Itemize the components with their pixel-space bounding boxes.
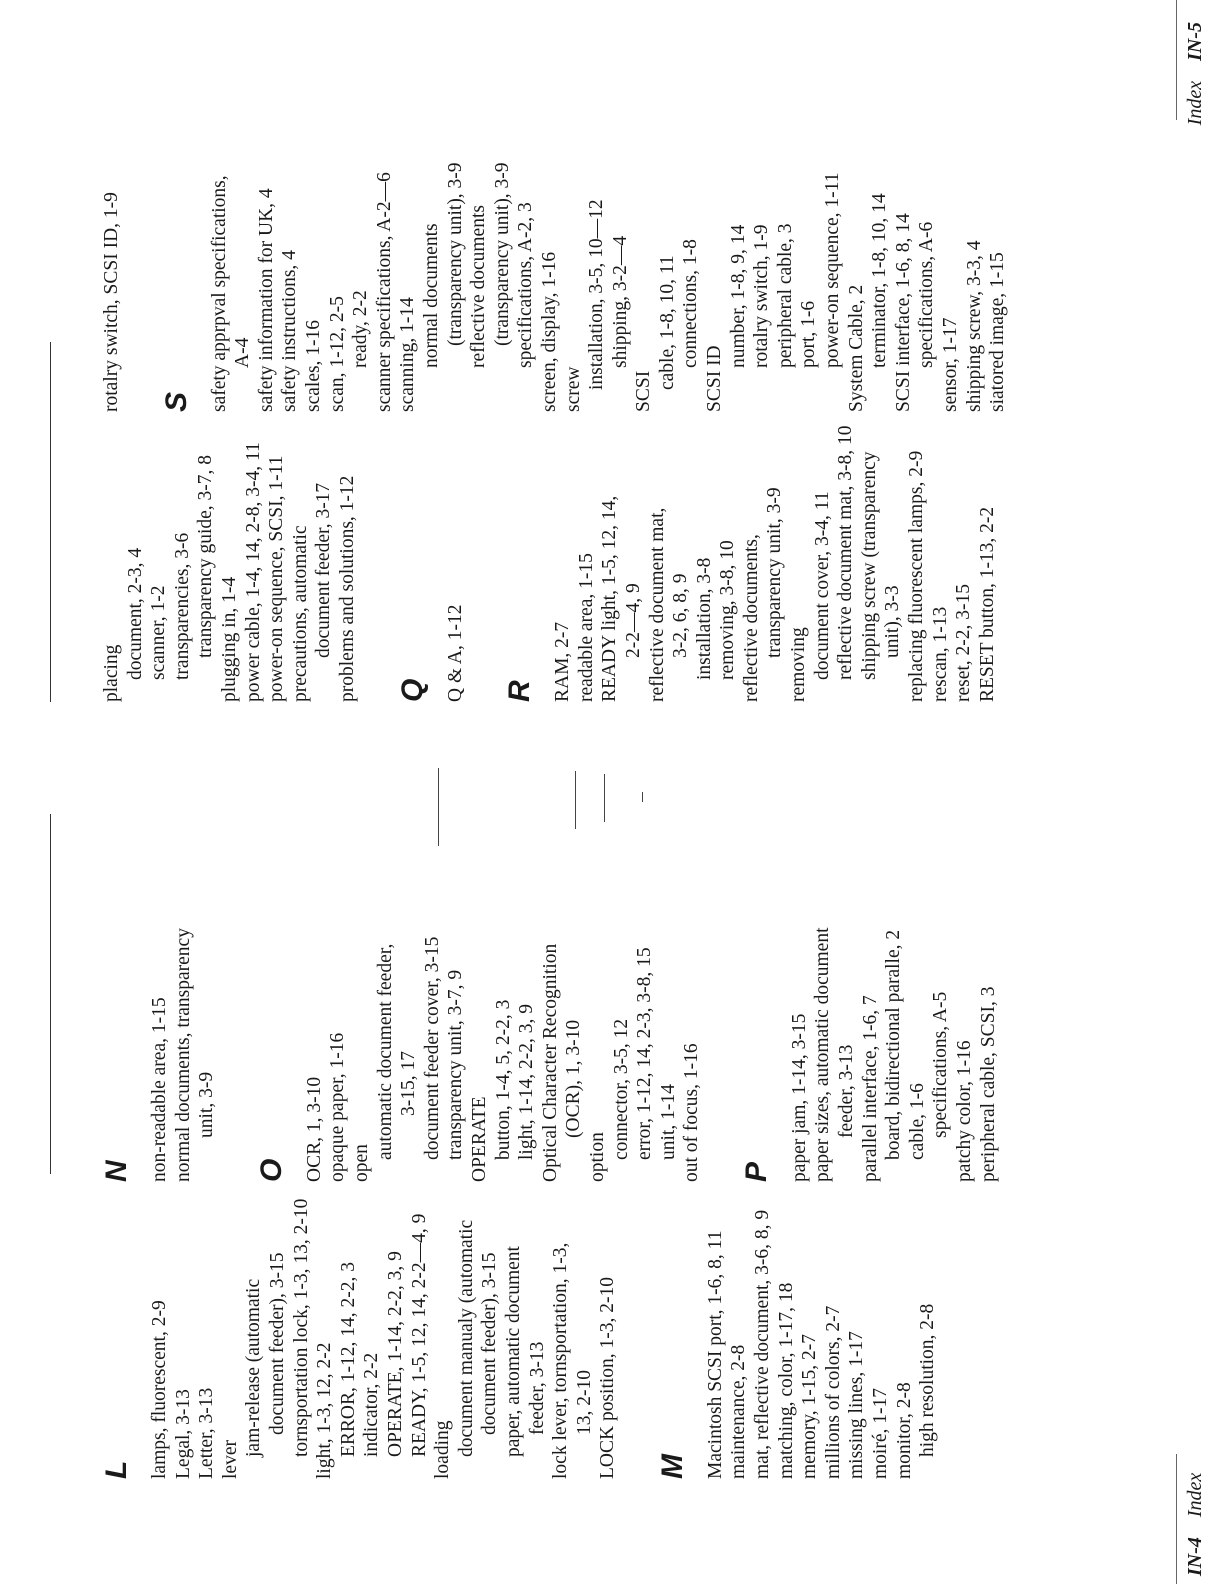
section-letter: Q — [395, 678, 429, 702]
page-footer — [1184, 1473, 1207, 1576]
index-subentry: light, 1-14, 2-2, 3, 9 — [516, 1004, 538, 1160]
index-entry: maintenance, 2-8 — [728, 1344, 750, 1479]
index-subentry: feeder, 3-13 — [836, 1044, 858, 1138]
index-entry: safety instructions, 4 — [279, 250, 301, 412]
index-column-1 — [100, 1149, 940, 1479]
index-entry: opaque paper, 1-16 — [327, 1032, 349, 1182]
index-subentry: transparency unit, 3-9 — [764, 487, 786, 658]
index-entry: millions of colors, 2-7 — [822, 1305, 844, 1479]
section-gap — [219, 852, 255, 1182]
index-subentry: port, 1-6 — [798, 300, 820, 368]
index-entry: safety information for UK, 4 — [255, 188, 277, 412]
footer-rule — [1176, 0, 1177, 120]
index-subentry: connections, 1-8 — [680, 239, 702, 368]
index-subentry: connector, 3-5, 12 — [610, 1018, 632, 1160]
index-entry: precautions, automatic — [289, 525, 311, 702]
index-subentry: button, 1-4, 5, 2-2, 3 — [492, 999, 514, 1160]
index-entry: SCSI — [633, 370, 655, 412]
index-subentry: ready, 2-2 — [350, 290, 372, 368]
index-subentry: READY, 1-5, 12, 14, 2-2—4, 9 — [408, 1213, 430, 1457]
index-subentry: feeder, 3-13 — [526, 1341, 548, 1435]
index-subentry: cable, 1-6 — [906, 1083, 928, 1160]
index-entry: placing — [101, 644, 122, 702]
index-entry: lever — [219, 1440, 241, 1479]
index-subentry: 3-2, 6, 8, 9 — [670, 573, 692, 658]
section-letter: L — [100, 1460, 133, 1479]
index-subentry: jam-release (automatic — [243, 1278, 265, 1457]
index-entry: reset, 2-2, 3-15 — [953, 583, 975, 702]
index-entry: System Cable, 2 — [845, 284, 867, 412]
index-subentry: transparencies, 3-6 — [171, 532, 193, 680]
index-subentry: number, 1-8, 9, 14 — [727, 224, 749, 368]
index-subentry: removing, 3-8, 10 — [717, 540, 739, 680]
index-entry: Optical Character Recognition — [539, 943, 561, 1182]
index-entry: rotalry switch, SCSI ID, 1-9 — [101, 192, 122, 412]
index-subentry: A-4 — [232, 337, 254, 368]
index-subentry: error, 1-12, 14, 2-3, 3-8, 15 — [634, 947, 656, 1160]
index-subentry: document feeder cover, 3-15 — [421, 936, 443, 1160]
index-entry: moiré, 1-17 — [870, 1388, 892, 1479]
index-entry: OPERATE — [468, 1096, 490, 1182]
index-subentry: board, bidirectional paralle, 2 — [883, 929, 905, 1160]
section-letter: N — [100, 1160, 133, 1182]
top-rule — [50, 814, 51, 1174]
index-subentry: ERROR, 1-12, 14, 2-2, 3 — [337, 1262, 359, 1457]
section-letter: P — [739, 1161, 773, 1182]
index-entry: sensor, 1-17 — [940, 317, 961, 412]
index-subentry: indicator, 2-2 — [361, 1352, 383, 1457]
index-entry: memory, 1-15, 2-7 — [799, 1334, 821, 1479]
index-entry: problems and solutions, 1-12 — [336, 475, 358, 702]
index-entry: READY light, 1-5, 12, 14, — [599, 495, 621, 702]
index-entry: scan, 1-12, 2-5 — [326, 296, 348, 412]
index-entry: shipping screw, 3-3, 4 — [963, 240, 985, 412]
index-subentry: unit), 3-3 — [882, 585, 904, 658]
index-subentry: peripheral cable, 3 — [774, 223, 796, 368]
index-subentry: specifications, A-2, 3 — [515, 202, 537, 368]
index-subentry: installation, 3-5, 10—12 — [586, 199, 608, 390]
index-entry: lamps, fluorescent, 2-9 — [149, 1300, 170, 1479]
section-letter: M — [655, 1454, 689, 1479]
gutter-mark — [642, 792, 643, 802]
index-entry: OCR, 1, 3-10 — [303, 1076, 325, 1182]
index-entry: scanning, 1-14 — [397, 297, 419, 412]
index-entry: normal documents, transparency — [172, 928, 194, 1182]
index-entry: screw — [562, 366, 584, 412]
index-subentry: shipping screw (transparency — [858, 451, 880, 680]
top-rule — [50, 342, 51, 702]
footer-label: Index — [1184, 1472, 1206, 1518]
index-subentry: transparency unit, 3-7, 9 — [445, 969, 467, 1160]
section-letter: S — [159, 391, 193, 412]
page-number: IN-4 — [1184, 1537, 1206, 1576]
index-subentry: (transparency unit), 3-9 — [444, 162, 466, 346]
index-entry: loading — [432, 1420, 454, 1479]
index-entry: RAM, 2-7 — [552, 621, 574, 702]
index-entry: Legal, 3-13 — [172, 1389, 194, 1479]
index-entry: readable area, 1-15 — [575, 553, 597, 702]
index-entry: power-on sequence, SCSI, 1-11 — [266, 455, 288, 702]
index-entry: parallel interface, 1-6, 7 — [859, 995, 881, 1182]
index-page-left — [0, 792, 1221, 1584]
footer-rule — [1176, 1454, 1177, 1584]
index-entry: option — [586, 1132, 608, 1182]
index-subentry: normal documents — [420, 223, 442, 368]
index-entry: power cable, 1-4, 14, 2-8, 3-4, 11 — [242, 442, 264, 702]
index-subentry: 3-15, 17 — [398, 1051, 420, 1116]
index-subentry: unit, 1-14 — [657, 1084, 679, 1160]
index-subentry: power-on sequence, 1-11 — [822, 172, 844, 368]
section-gap — [704, 852, 740, 1182]
index-column-1 — [100, 372, 999, 702]
section-gap — [124, 82, 160, 412]
index-entry: RESET button, 1-13, 2-2 — [976, 506, 998, 702]
index-entry: Letter, 3-13 — [196, 1387, 218, 1479]
index-subentry: scanner, 1-2 — [148, 585, 170, 680]
index-entry: Q & A, 1-12 — [444, 604, 466, 702]
index-subentry: high resolution, 2-8 — [917, 1303, 939, 1457]
index-subentry: document, 2-3, 4 — [124, 547, 146, 680]
index-entry: SCSI ID — [704, 345, 726, 412]
section-gap — [620, 1149, 656, 1479]
index-column-2 — [100, 852, 1000, 1182]
index-entry: siatored image, 1-15 — [987, 252, 1009, 412]
index-entry: lock lever, tornsportation, 1-3, — [550, 1242, 572, 1479]
index-subentry: unit, 3-9 — [196, 1071, 218, 1138]
index-subentry: document manualy (automatic — [455, 1219, 477, 1457]
section-letter: R — [503, 680, 537, 702]
index-entry: removing — [788, 627, 810, 702]
index-subentry: (transparency unit), 3-9 — [491, 162, 513, 346]
index-subentry: transparency guide, 3-7, 8 — [195, 454, 217, 658]
index-subentry: reflective document mat, 3-8, 10 — [835, 425, 857, 680]
index-entry: monitor, 2-8 — [893, 1382, 915, 1479]
index-subentry: (OCR), 1, 3-10 — [563, 1019, 585, 1138]
index-entry: mat, reflective document, 3-6, 8, 9 — [752, 1209, 774, 1479]
index-entry: patchy color, 1-16 — [954, 1040, 976, 1182]
index-subentry: specifications, A-6 — [916, 221, 938, 368]
index-subentry: rotalry switch, 1-9 — [751, 224, 773, 368]
index-entry: safety apprpval specifications, — [208, 175, 230, 412]
index-subentry: tornsportation lock, 1-3, 13, 2-10 — [290, 1198, 312, 1457]
index-entry: paper jam, 1-14, 3-15 — [788, 1013, 810, 1182]
index-entry: plugging in, 1-4 — [218, 576, 240, 702]
index-entry: replacing fluorescent lamps, 2-9 — [906, 450, 928, 702]
index-entry: reflective documents, — [740, 534, 762, 702]
index-subentry: document feeder, 3-17 — [313, 482, 335, 658]
index-subentry: OPERATE, 1-14, 2-2, 3, 9 — [384, 1251, 406, 1457]
index-entry: missing lines, 1-17 — [846, 1331, 868, 1479]
index-subentry: paper, automatic document — [502, 1246, 524, 1457]
index-subentry: 2-2—4, 9 — [622, 583, 644, 658]
footer-label: Index — [1184, 80, 1206, 126]
index-entry: paper sizes, automatic document — [812, 927, 834, 1182]
index-entry: scanner specifications, A-2—6 — [373, 172, 395, 412]
index-subentry: installation, 3-8 — [693, 557, 715, 680]
section-gap — [467, 372, 503, 702]
index-entry: screen, display, 1-16 — [538, 251, 560, 412]
index-subentry: shipping, 3-2—4 — [609, 235, 631, 368]
index-entry: Macintosh SCSI port, 1-6, 8, 11 — [704, 1230, 726, 1479]
index-entry: scales, 1-16 — [302, 319, 324, 412]
index-subentry: specifications, A-5 — [930, 991, 952, 1138]
section-gap — [360, 372, 396, 702]
index-entry: SCSI interface, 1-6, 8, 14 — [892, 213, 914, 412]
index-subentry: 13, 2-10 — [573, 1370, 595, 1435]
index-subentry: terminator, 1-8, 10, 14 — [869, 193, 891, 368]
index-subentry: document feeder), 3-15 — [479, 1252, 501, 1435]
index-subentry: cable, 1-8, 10, 11 — [656, 255, 678, 390]
index-entry: peripheral cable, SCSI, 3 — [977, 986, 999, 1182]
index-entry: light, 1-3, 12, 2-2 — [314, 1342, 336, 1479]
index-subentry: automatic document feeder, — [374, 943, 396, 1160]
index-subentry: document feeder), 3-15 — [266, 1252, 288, 1435]
index-subentry: document cover, 3-4, 11 — [811, 491, 833, 680]
page-number: IN-5 — [1184, 22, 1206, 61]
page-footer — [1184, 22, 1207, 125]
index-entry: LOCK position, 1-3, 2-10 — [597, 1276, 619, 1479]
index-subentry: reflective documents — [468, 205, 490, 368]
index-entry: reflective document mat, — [646, 507, 668, 702]
index-entry: matching, color, 1-17, 18 — [775, 1282, 797, 1479]
index-entry: open — [350, 1144, 372, 1182]
index-entry: non-readable area, 1-15 — [149, 997, 170, 1182]
index-entry: rescan, 1-13 — [929, 606, 951, 702]
index-column-2 — [100, 82, 1010, 412]
section-letter: O — [254, 1158, 288, 1182]
index-entry: out of focus, 1-16 — [681, 1043, 703, 1182]
